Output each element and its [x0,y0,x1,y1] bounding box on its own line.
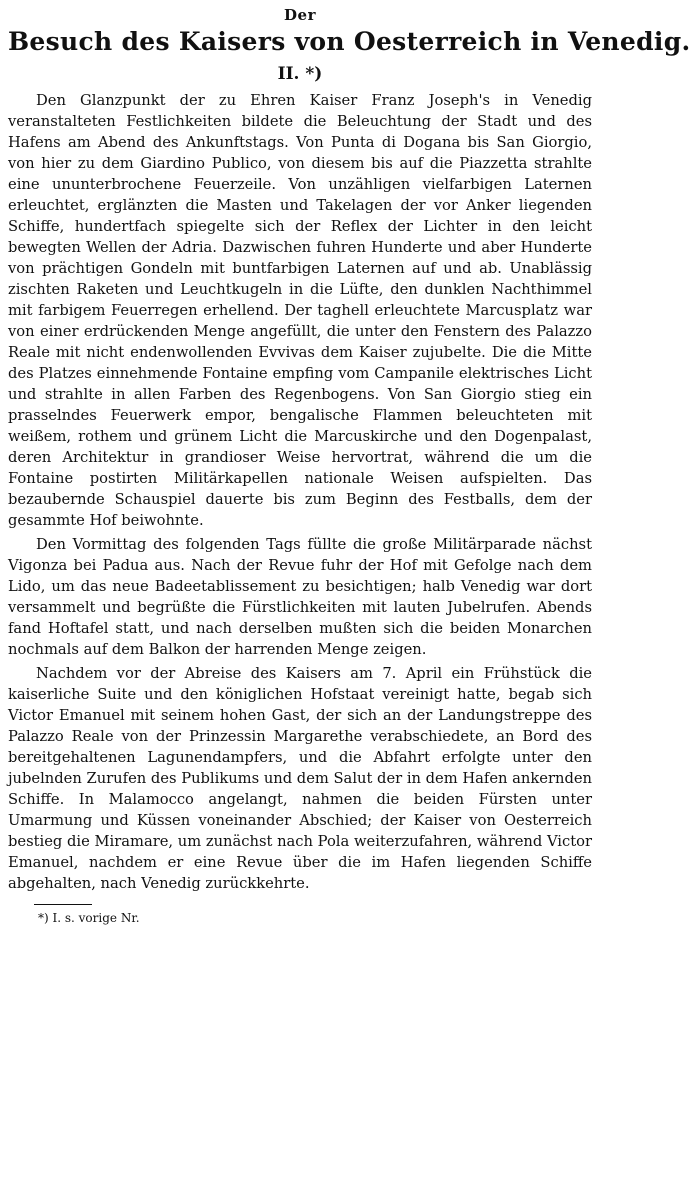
footnote-divider [34,904,92,905]
article-body [8,90,592,894]
article-kicker: Der [284,6,316,24]
article-paragraph: Nachdem vor der Abreise des Kaisers am 7. April ein Frühstück die kaiserliche Suite und den königlichen Hofstaat vereinigt hatte, begab sich Victor Emanuel mit seinem hohen Gast, der sich an der Landungstreppe des Palazzo Reale von der Prinzessin Margarethe verabschiedete, an Bord des bereitgehaltenen Lagunendampfers, und die Abfahrt erfolgte unter den jubelnden Zurufen des Publikums und dem Salut der in dem Hafen ankernden Schiffe. In Malamocco angelangt, nahmen die beiden Fürsten unter Umarmung und Küssen voneinander Abschied; der Kaiser von Oesterreich bestieg die Miramare, um zunächst nach Pola weiterzufahren, während Victor Emanuel, nachdem er eine Revue über die im Hafen liegenden Schiffe abgehalten, nach Venedig zurückkehrte. [8,665,593,892]
article-part-number: II. *) [277,64,323,84]
article-paragraph: Den Vormittag des folgenden Tags füllte die große Militärparade nächst Vigonza bei Padua aus. Nach der Revue fuhr der Hof mit Gefolge nach dem Lido, um das neue Badeetablissement zu besichtigen; halb Venedig war dort versammelt und begrüßte die Fürstlichkeiten mit lauten Jubelrufen. Abends fand Hoftafel statt, und nach derselben mußten sich die beiden Monarchen nochmals auf dem Balkon der harrenden Menge zeigen. [8,536,592,658]
article-title: Besuch des Kaisers von Oesterreich in Venedig. [8,27,690,56]
article-paragraph: Den Glanzpunkt der zu Ehren Kaiser Franz Joseph's in Venedig veranstalteten Festlichkeiten bildete die Beleuchtung der Stadt und des Hafens am Abend des Ankunftstags. Von Punta di Dogana bis San Giorgio, von hier zu dem Giardino Publico, von diesem bis auf die Piazzetta strahlte eine ununterbrochene Feuerzeile. Von unzähligen vielfarbigen Laternen erleuchtet, erglänzten die Masten und Takelagen der vor Anker liegenden Schiffe, hundertfach spiegelte sich der Reflex der Lichter in den leicht bewegten Wellen der Adria. Dazwischen fuhren Hunderte und aber Hunderte von prächtigen Gondeln mit buntfarbigen Laternen auf und ab. Unablässig zischten Raketen und Leuchtkugeln in die Lüfte, den dunklen Nachthimmel mit farbigem Feuerregen erhellend. Der taghell erleuchtete Marcusplatz war von einer erdrückenden Menge angefüllt, die unter den Fenstern des Palazzo Reale mit nicht endenwollenden Evvivas dem Kaiser zujubelte. Die die Mitte des Platzes einnehmende Fontaine empfing vom Campanile elektrisches Licht und strahlte in allen Farben des Regenbogens. Von San Giorgio stieg ein prasselndes Feuerwerk empor, bengalische Flammen beleuchteten mit weißem, rothem und grünem Licht die Marcuskirche und den Dogenpalast, deren Architektur in grandioser Weise hervortrat, während die um die Fontaine postirten Militärkapellen nationale Weisen aufspielten. Das bezaubernde Schauspiel dauerte bis zum Beginn des Festballs, dem der gesammte Hof beiwohnte. [8,92,592,529]
footnote: *) I. s. vorige Nr. [38,911,140,925]
